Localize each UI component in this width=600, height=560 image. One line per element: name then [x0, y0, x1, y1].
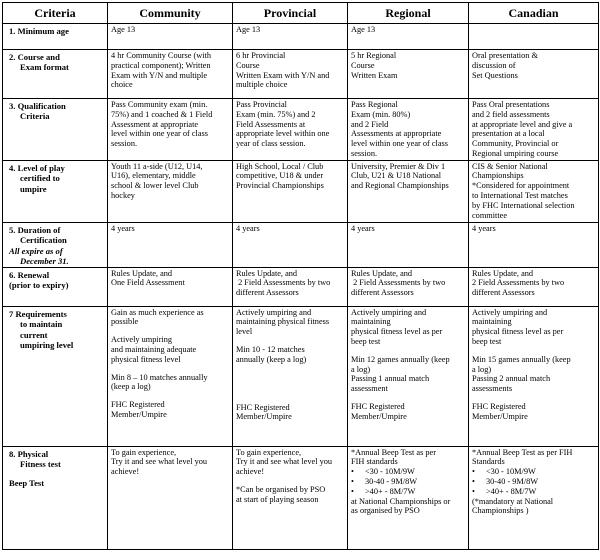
list-item: • <30 - 10M/9W [351, 467, 415, 477]
row-qualification-criteria [3, 99, 599, 161]
row-course-exam-format [3, 50, 599, 99]
provincial-requirements: Actively umpiring and maintaining physical fitness level Min 10 - 12 matches annually (keep a log) FHC Registered Member/Umpire [233, 306, 348, 446]
provincial-course-exam-format: 6 hr Provincial Course Written Exam with Y/N and multiple choice [233, 50, 348, 99]
canadian-renewal: Rules Update, and 2 Field Assessments by two different Assessors [469, 267, 599, 306]
provincial-level-of-play: High School, Local / Club competitive, U18 & under Provincial Championships [233, 160, 348, 222]
criteria-renewal: 6. Renewal (prior to expiry) [3, 267, 108, 306]
criteria-minimum-age: 1. Minimum age [3, 24, 108, 50]
list-item: • >40+ - 8M/7W [351, 486, 416, 496]
provincial-minimum-age: Age 13 [233, 24, 348, 50]
regional-requirements: Actively umpiring and maintaining physical fitness level as per beep test Min 12 games annually (keep a log) Passing 1 annual match assessment FHC Registered Member/Umpire [348, 306, 469, 446]
bullet-icon: • [472, 467, 475, 477]
criteria-physical-fitness: 8. Physical Fitness test Beep Test [3, 446, 108, 549]
community-physical-fitness: To gain experience, Try it and see what level you achieve! [108, 446, 233, 549]
community-renewal: Rules Update, and One Field Assessment [108, 267, 233, 306]
row-requirements [3, 306, 599, 446]
community-course-exam-format: 4 hr Community Course (with practical component); Written Exam with Y/N and multiple choice [108, 50, 233, 99]
bullet-icon: • [472, 477, 475, 487]
community-level-of-play: Youth 11 a-side (U12, U14, U16), elementary, middle school & lower level Club hockey [108, 160, 233, 222]
criteria-qualification: 3. Qualification Criteria [3, 99, 108, 161]
provincial-duration: 4 years [233, 222, 348, 267]
header-canadian: Canadian [469, 3, 599, 24]
regional-course-exam-format: 5 hr Regional Course Written Exam [348, 50, 469, 99]
header-regional: Regional [348, 3, 469, 24]
header-criteria: Criteria [3, 3, 108, 24]
header-community: Community [108, 3, 233, 24]
community-qualification: Pass Community exam (min. 75%) and 1 coached & 1 Field Assessment at appropriate level within one year of class session. [108, 99, 233, 161]
list-item: • 30-40 - 9M/8W [351, 477, 418, 487]
criteria-level-of-play: 4. Level of play certified to umpire [3, 160, 108, 222]
community-requirements: Gain as much experience as possible Actively umpiring and maintaining adequate physical fitness level Min 8 – 10 matches annually (keep a log) FHC Registered Member/Umpire [108, 306, 233, 446]
canadian-requirements: Actively umpiring and maintaining physical fitness level as per beep test Min 15 games annually (keep a log) Passing 2 annual match assessments FHC Registered Member/Umpire [469, 306, 599, 446]
header-row [3, 3, 599, 24]
row-physical-fitness [3, 446, 599, 549]
criteria-course-exam-format: 2. Course and Exam format [3, 50, 108, 99]
bullet-icon: • [351, 477, 354, 487]
list-item: • 30-40 - 9M/8W [472, 477, 539, 487]
criteria-requirements: 7 Requirements to maintain current umpiring level [3, 306, 108, 446]
list-item: • <30 - 10M/9W [472, 467, 536, 477]
regional-physical-fitness: *Annual Beep Test as per FIH standards • <30 - 10M/9W • 30-40 - 9M/8W • >40+ - 8M/7W at National Championships or as organised by PSO [348, 446, 469, 549]
community-duration: 4 years [108, 222, 233, 267]
canadian-duration: 4 years [469, 222, 599, 267]
canadian-minimum-age [469, 24, 599, 50]
list-item: • >40+ - 8M/7W [472, 486, 537, 496]
row-minimum-age [3, 24, 599, 50]
regional-duration: 4 years [348, 222, 469, 267]
provincial-qualification: Pass Provincial Exam (min. 75%) and 2 Field Assessments at appropriate level within one year of class session. [233, 99, 348, 161]
criteria-duration: 5. Duration of Certification All expire as of December 31. [3, 222, 108, 267]
row-level-of-play [3, 160, 599, 222]
bullet-icon: • [351, 467, 354, 477]
canadian-physical-fitness: *Annual Beep Test as per FIH Standards • <30 - 10M/9W • 30-40 - 9M/8W • >40+ - 8M/7W (*mandatory at National Championships ) [469, 446, 599, 549]
header-provincial: Provincial [233, 3, 348, 24]
canadian-qualification: Pass Oral presentations and 2 field assessments at appropriate level and give a presentation at a local Community, Provincial or Regional umpiring course [469, 99, 599, 161]
umpire-certification-table [2, 2, 599, 550]
bullet-icon: • [351, 486, 354, 496]
regional-minimum-age: Age 13 [348, 24, 469, 50]
row-renewal [3, 267, 599, 306]
provincial-physical-fitness: To gain experience, Try it and see what level you achieve! *Can be organised by PSO at start of playing season [233, 446, 348, 549]
canadian-course-exam-format: Oral presentation & discussion of Set Questions [469, 50, 599, 99]
provincial-renewal: Rules Update, and 2 Field Assessments by two different Assessors [233, 267, 348, 306]
row-duration [3, 222, 599, 267]
community-minimum-age: Age 13 [108, 24, 233, 50]
canadian-level-of-play: CIS & Senior National Championships *Considered for appointment to International Test matches by FHC International selection committee [469, 160, 599, 222]
regional-qualification: Pass Regional Exam (min. 80%) and 2 Field Assessments at appropriate level within one year of class session. [348, 99, 469, 161]
bullet-icon: • [472, 486, 475, 496]
regional-renewal: Rules Update, and 2 Field Assessments by two different Assessors [348, 267, 469, 306]
regional-level-of-play: University, Premier & Div 1 Club, U21 & U18 National and Regional Championships [348, 160, 469, 222]
